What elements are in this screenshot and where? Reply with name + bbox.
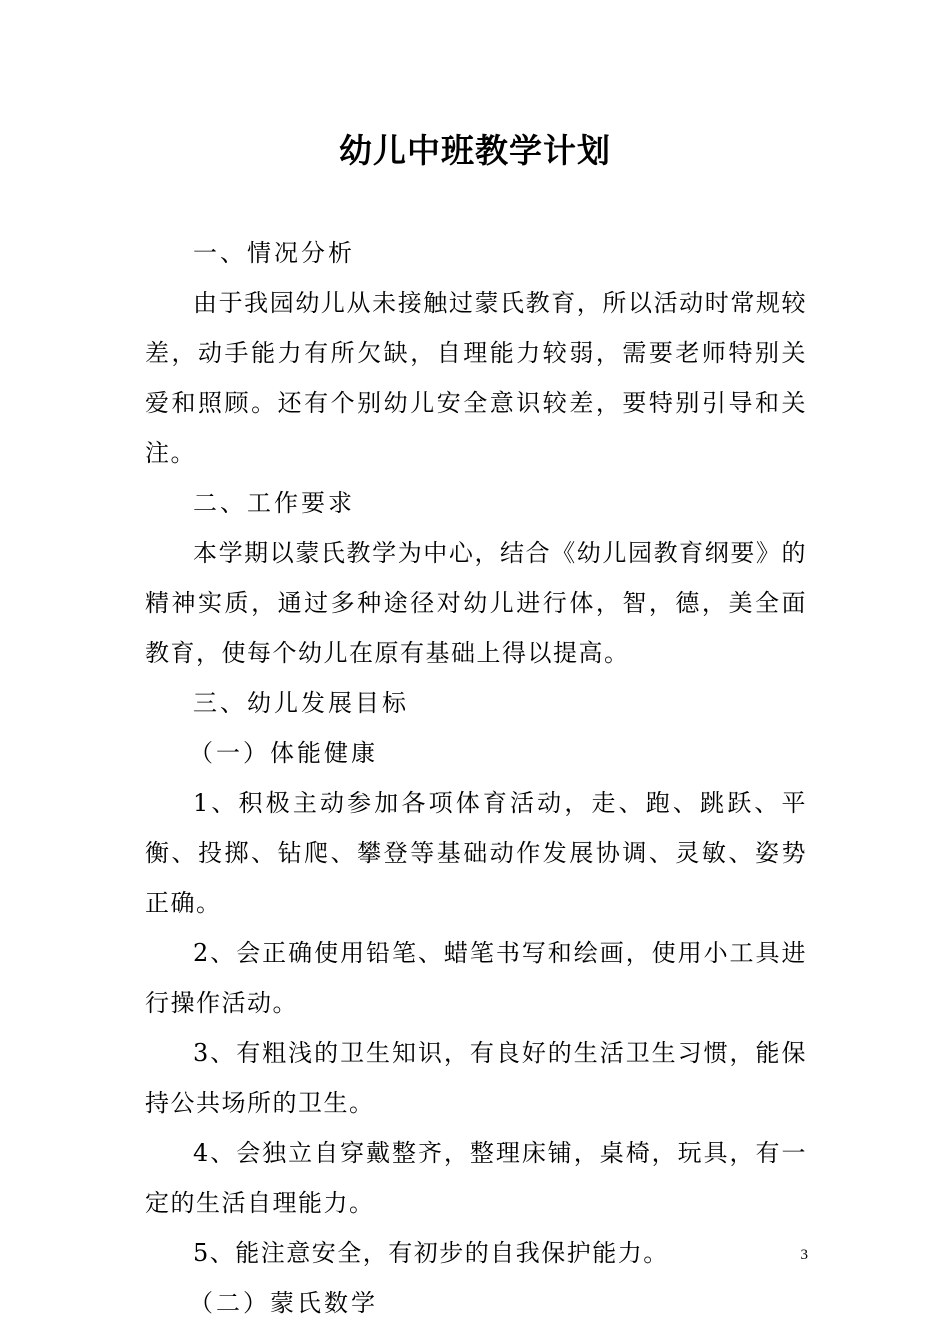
list-item-goal-5: 5、能注意安全，有初步的自我保护能力。	[193, 1239, 669, 1267]
document-body	[145, 228, 807, 1328]
subheading-physical-health: （一）体能健康	[189, 739, 378, 767]
list-item-goal-1: 1、积极主动参加各项体育活动，走、跑、跳跃、平衡、投掷、钻爬、攀登等基础动作发展协调、灵敏、姿势正确。	[145, 789, 807, 917]
page-number: 3	[800, 1247, 808, 1263]
section-heading-work-requirements: 二、工作要求	[193, 489, 355, 517]
paragraph-situation-analysis: 由于我园幼儿从未接触过蒙氏教育，所以活动时常规较差，动手能力有所欠缺，自理能力较弱，需要老师特别关爱和照顾。还有个别幼儿安全意识较差，要特别引导和关注。	[145, 289, 807, 467]
paragraph-work-requirements: 本学期以蒙氏教学为中心，结合《幼儿园教育纲要》的精神实质，通过多种途径对幼儿进行体，智，德，美全面教育，使每个幼儿在原有基础上得以提高。	[145, 539, 807, 667]
list-item-goal-2: 2、会正确使用铅笔、蜡笔书写和绘画，使用小工具进行操作活动。	[145, 939, 807, 1017]
list-item-goal-4: 4、会独立自穿戴整齐，整理床铺，桌椅，玩具，有一定的生活自理能力。	[145, 1139, 807, 1217]
list-item-goal-3: 3、有粗浅的卫生知识，有良好的生活卫生习惯，能保持公共场所的卫生。	[145, 1039, 807, 1117]
section-heading-situation-analysis: 一、情况分析	[193, 239, 355, 267]
subheading-montessori-math: （二）蒙氏数学	[189, 1289, 378, 1317]
section-heading-development-goals: 三、幼儿发展目标	[193, 689, 409, 717]
document-title: 幼儿中班教学计划	[339, 131, 611, 170]
